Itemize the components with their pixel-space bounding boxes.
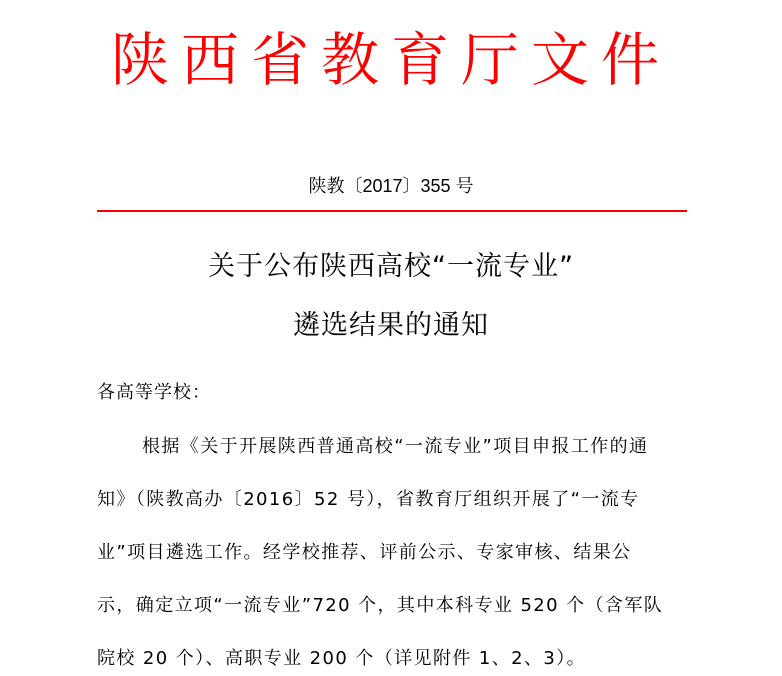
document-title-line-2: 遴选结果的通知 xyxy=(293,310,489,341)
body-paragraph-line: 业”项目遴选工作。经学校推荐、评前公示、专家审核、结果公 xyxy=(97,542,632,563)
document-title-line-1: 关于公布陕西高校“一流专业” xyxy=(208,251,574,282)
body-paragraph-line: 根据《关于开展陕西普通高校“一流专业”项目申报工作的通 xyxy=(142,436,649,457)
salutation: 各高等学校： xyxy=(97,382,211,403)
body-paragraph-line: 院校 20 个）、高职专业 200 个（详见附件 1、2、3）。 xyxy=(97,648,587,669)
body-paragraph-line: 示，确定立项“一流专业”720 个，其中本科专业 520 个（含军队 xyxy=(97,595,664,616)
red-divider-line xyxy=(97,210,687,212)
body-paragraph-line: 知》（陕教高办〔2016〕52 号），省教育厅组织开展了“一流专 xyxy=(97,489,640,510)
document-number: 陕教〔2017〕355 号 xyxy=(308,176,474,196)
agency-header-title: 陕西省教育厅文件 xyxy=(110,26,671,94)
